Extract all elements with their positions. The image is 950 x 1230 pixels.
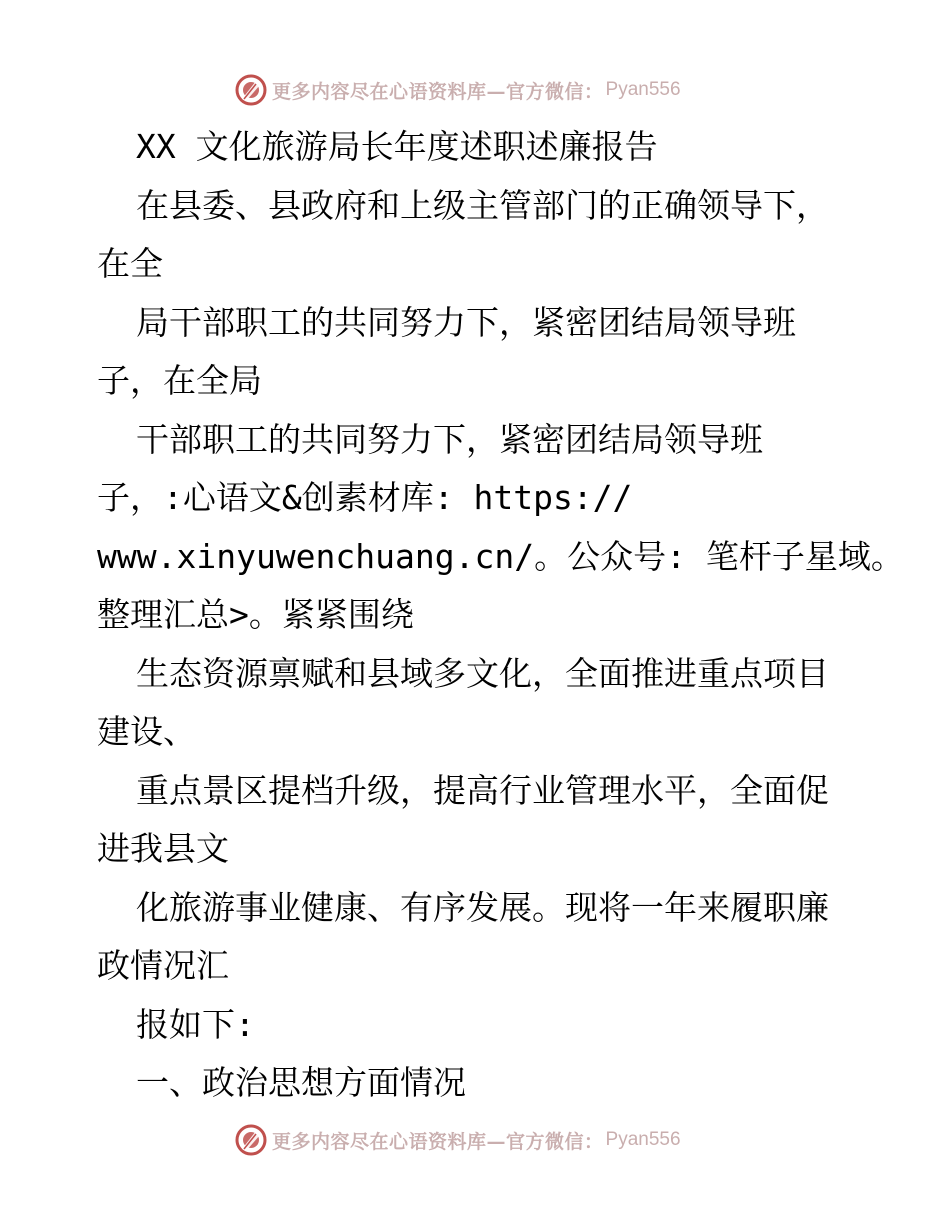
paragraph-line: 生态资源禀赋和县域多文化，全面推进重点项目 [136,653,829,693]
pen-nib-logo-icon [234,73,268,107]
paragraph-line: 在全 [97,244,163,283]
footer-watermark [234,1122,681,1158]
paragraph-line: www.xinyuwenchuang.cn/。公众号: 笔杆子星域。 [97,536,904,576]
paragraph-line: 化旅游事业健康、有序发展。现将一年来履职廉 [136,887,829,927]
paragraph-line: 整理汇总>。紧紧围绕 [97,595,414,634]
document-title: XX 文化旅游局长年度述职述廉报告 [136,127,658,166]
section-heading: 一、政治思想方面情况 [136,1063,466,1102]
paragraph-line: 子，:心语文&创素材库: https:// [97,478,633,517]
paragraph-line: 进我县文 [97,829,229,868]
watermark-text: 更多内容尽在心语资料库—官方微信： [272,80,604,103]
paragraph-line: 建设、 [97,712,196,751]
paragraph-line: 报如下: [136,1004,255,1044]
watermark-text: 更多内容尽在心语资料库—官方微信： [272,1130,604,1153]
watermark-wechat-id: Pyan556 [605,79,681,100]
header-watermark [234,72,681,108]
paragraph-line: 局干部职工的共同努力下，紧密团结局领导班 [136,302,796,342]
paragraph-line: 在县委、县政府和上级主管部门的正确领导下， [136,185,829,225]
paragraph-line: 干部职工的共同努力下，紧密团结局领导班 [136,419,763,459]
paragraph-line: 政情况汇 [97,946,229,985]
paragraph-line: 重点景区提档升级，提高行业管理水平，全面促 [136,770,829,810]
paragraph-line: 子，在全局 [97,361,262,400]
watermark-wechat-id: Pyan556 [605,1129,681,1150]
pen-nib-logo-icon [234,1123,268,1157]
document-body [97,118,904,1113]
